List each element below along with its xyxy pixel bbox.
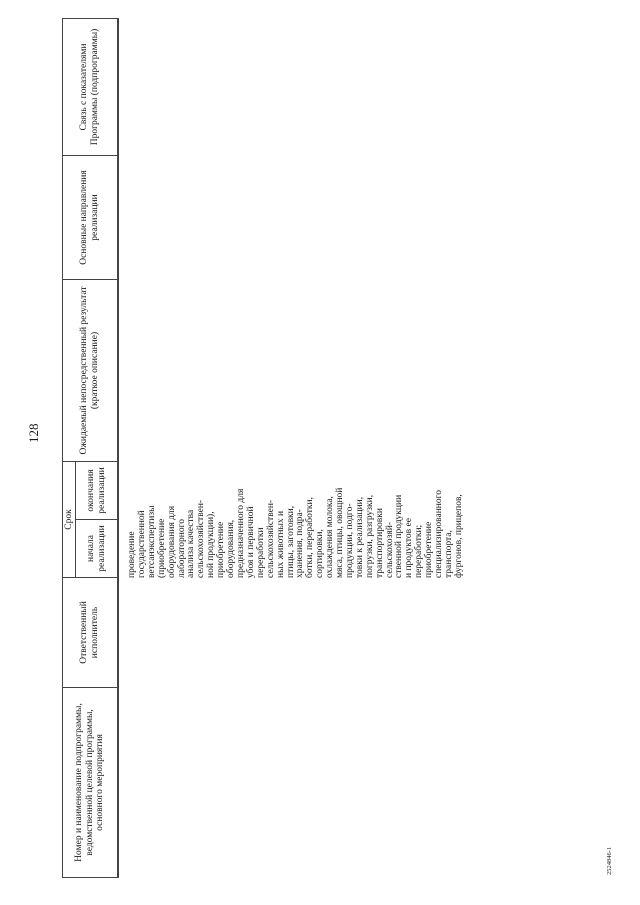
header-program-name: Номер и наименование подпрограммы, ведомственной целевой программы, основного мероприятия [62, 688, 118, 878]
text-line: ных животных и [275, 510, 286, 578]
text-line: лабораторного [176, 518, 187, 578]
text-line: продукции, подго- [344, 503, 355, 578]
header-responsible: Ответственный исполнитель [62, 578, 118, 688]
text-line: хранения, подра- [295, 509, 306, 578]
text-line: ветсанэкспертизы [146, 505, 157, 578]
table-header [62, 18, 118, 878]
text-line: оборудования для [166, 505, 177, 578]
text-line: предназначенного для [235, 488, 246, 578]
page-number: 128 [26, 423, 41, 443]
header-expected-result: Ожидаемый непосредственный результат (краткое описание) [62, 280, 118, 462]
header-srok: Срок [62, 462, 76, 578]
text-line: фургонов, прицепов, [453, 494, 464, 578]
text-line: приобретение [424, 521, 435, 578]
text-line: и продуктов ее [404, 518, 415, 578]
text-line: товки к реализации, [354, 496, 365, 578]
text-line: транспортировки [374, 508, 385, 578]
text-line: переработки; [414, 524, 425, 578]
text-line: ной продукции), [206, 511, 217, 578]
document-code: 2524846-1 [606, 846, 613, 875]
text-line: государственной [136, 510, 147, 578]
table-column-border [118, 18, 119, 878]
text-line: погрузки, разгрузки, [364, 494, 375, 578]
text-line: ботки, переработки, [305, 497, 316, 578]
text-line: специализированного [434, 489, 445, 578]
main-directions-text [128, 488, 465, 578]
text-line: (приобретение [156, 518, 167, 578]
text-line: переработки [255, 527, 266, 578]
text-line: мяса, птицы, овощной [335, 487, 346, 578]
text-line: анализа качества [186, 509, 197, 578]
text-line: птицы, заготовки, [285, 505, 296, 578]
text-line: проведение [127, 531, 137, 578]
table-left-border [62, 18, 63, 878]
text-line: транспорта, [444, 530, 454, 578]
text-line: сельскохозяй- [384, 522, 395, 578]
text-line: убоя и первичной [245, 506, 256, 578]
header-end: окончания реализации [76, 462, 118, 520]
text-line: сельскохозяйствен- [196, 499, 207, 578]
header-indicators-link: Связь с показателями Программы (подпрограммы) [62, 18, 118, 156]
text-line: ственной продукции [394, 494, 405, 578]
text-line: охлаждения молока, [325, 496, 336, 578]
text-line: сельскохозяйствен- [265, 499, 276, 578]
text-line: приобретение [216, 521, 227, 578]
text-line: оборудования, [226, 519, 237, 578]
header-main-directions: Основные направления реализации [62, 156, 118, 280]
header-start: начала реализации [76, 520, 118, 578]
text-line: сортировки, [315, 529, 326, 578]
